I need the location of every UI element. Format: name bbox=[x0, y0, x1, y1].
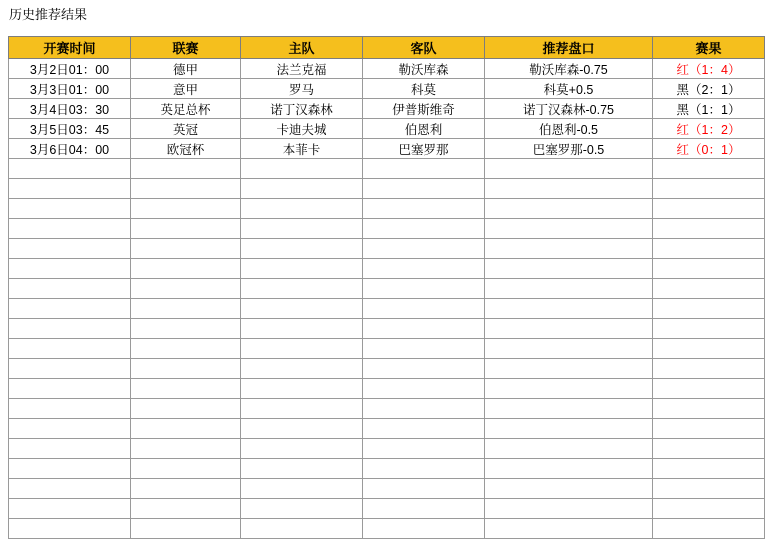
empty-cell bbox=[9, 239, 131, 259]
empty-cell bbox=[131, 319, 241, 339]
empty-cell bbox=[9, 159, 131, 179]
away-team-cell: 科莫 bbox=[363, 79, 485, 99]
empty-cell bbox=[485, 399, 653, 419]
table-row-empty bbox=[9, 259, 765, 279]
empty-cell bbox=[485, 479, 653, 499]
empty-cell bbox=[131, 439, 241, 459]
empty-cell bbox=[9, 439, 131, 459]
empty-cell bbox=[241, 479, 363, 499]
empty-cell bbox=[241, 519, 363, 539]
table-row-empty bbox=[9, 159, 765, 179]
match-time-cell: 3月5日03：45 bbox=[9, 119, 131, 139]
empty-cell bbox=[9, 259, 131, 279]
empty-cell bbox=[363, 239, 485, 259]
empty-cell bbox=[653, 199, 765, 219]
table-row-empty bbox=[9, 299, 765, 319]
home-team-cell: 卡迪夫城 bbox=[241, 119, 363, 139]
empty-cell bbox=[241, 239, 363, 259]
empty-cell bbox=[9, 339, 131, 359]
result-cell: 黑（1：1） bbox=[653, 99, 765, 119]
empty-cell bbox=[131, 159, 241, 179]
league-cell: 意甲 bbox=[131, 79, 241, 99]
empty-cell bbox=[485, 419, 653, 439]
empty-cell bbox=[241, 179, 363, 199]
empty-cell bbox=[131, 459, 241, 479]
table-row-empty bbox=[9, 379, 765, 399]
empty-cell bbox=[131, 399, 241, 419]
away-team-cell: 伊普斯维奇 bbox=[363, 99, 485, 119]
league-cell: 英足总杯 bbox=[131, 99, 241, 119]
home-team-cell: 罗马 bbox=[241, 79, 363, 99]
recommended-handicap-cell: 诺丁汉森林-0.75 bbox=[485, 99, 653, 119]
empty-cell bbox=[485, 239, 653, 259]
table-row-empty bbox=[9, 479, 765, 499]
empty-cell bbox=[363, 319, 485, 339]
away-team-cell: 伯恩利 bbox=[363, 119, 485, 139]
empty-cell bbox=[9, 359, 131, 379]
empty-cell bbox=[241, 419, 363, 439]
empty-cell bbox=[131, 299, 241, 319]
table-row-empty bbox=[9, 359, 765, 379]
table-row-empty bbox=[9, 219, 765, 239]
column-header-home-team: 主队 bbox=[241, 37, 363, 59]
home-team-cell: 法兰克福 bbox=[241, 59, 363, 79]
empty-cell bbox=[9, 219, 131, 239]
result-cell: 红（1：4） bbox=[653, 59, 765, 79]
column-header-away-team: 客队 bbox=[363, 37, 485, 59]
match-time-cell: 3月6日04：00 bbox=[9, 139, 131, 159]
empty-cell bbox=[241, 159, 363, 179]
home-team-cell: 本菲卡 bbox=[241, 139, 363, 159]
empty-cell bbox=[653, 279, 765, 299]
empty-cell bbox=[485, 159, 653, 179]
empty-cell bbox=[241, 199, 363, 219]
home-team-cell: 诺丁汉森林 bbox=[241, 99, 363, 119]
empty-cell bbox=[485, 279, 653, 299]
result-cell: 黑（2：1） bbox=[653, 79, 765, 99]
empty-cell bbox=[9, 379, 131, 399]
table-row bbox=[9, 99, 765, 119]
empty-cell bbox=[9, 299, 131, 319]
empty-cell bbox=[363, 439, 485, 459]
empty-cell bbox=[131, 239, 241, 259]
table-row bbox=[9, 59, 765, 79]
empty-cell bbox=[653, 299, 765, 319]
empty-cell bbox=[653, 159, 765, 179]
empty-cell bbox=[485, 379, 653, 399]
empty-cell bbox=[9, 199, 131, 219]
empty-cell bbox=[9, 399, 131, 419]
empty-cell bbox=[241, 339, 363, 359]
empty-cell bbox=[363, 379, 485, 399]
empty-cell bbox=[241, 259, 363, 279]
page-title: 历史推荐结果 bbox=[9, 7, 88, 22]
empty-cell bbox=[131, 419, 241, 439]
empty-cell bbox=[485, 439, 653, 459]
empty-cell bbox=[9, 479, 131, 499]
empty-cell bbox=[653, 479, 765, 499]
league-cell: 欧冠杯 bbox=[131, 139, 241, 159]
results-table bbox=[8, 36, 765, 539]
league-cell: 英冠 bbox=[131, 119, 241, 139]
table-row-empty bbox=[9, 199, 765, 219]
empty-cell bbox=[485, 519, 653, 539]
empty-cell bbox=[131, 279, 241, 299]
empty-cell bbox=[653, 519, 765, 539]
match-time-cell: 3月4日03：30 bbox=[9, 99, 131, 119]
empty-cell bbox=[485, 319, 653, 339]
empty-cell bbox=[241, 459, 363, 479]
empty-cell bbox=[131, 259, 241, 279]
table-row-empty bbox=[9, 419, 765, 439]
empty-cell bbox=[485, 219, 653, 239]
empty-cell bbox=[363, 339, 485, 359]
empty-cell bbox=[131, 359, 241, 379]
table-row-empty bbox=[9, 519, 765, 539]
empty-cell bbox=[241, 319, 363, 339]
column-header-time: 开赛时间 bbox=[9, 37, 131, 59]
empty-cell bbox=[485, 199, 653, 219]
recommended-handicap-cell: 科莫+0.5 bbox=[485, 79, 653, 99]
table-body bbox=[9, 59, 765, 539]
empty-cell bbox=[653, 219, 765, 239]
empty-cell bbox=[9, 459, 131, 479]
empty-cell bbox=[9, 319, 131, 339]
empty-cell bbox=[131, 199, 241, 219]
column-header-recommended-handicap: 推荐盘口 bbox=[485, 37, 653, 59]
empty-cell bbox=[131, 339, 241, 359]
empty-cell bbox=[241, 439, 363, 459]
table-row-empty bbox=[9, 439, 765, 459]
empty-cell bbox=[653, 459, 765, 479]
table-row-empty bbox=[9, 279, 765, 299]
away-team-cell: 巴塞罗那 bbox=[363, 139, 485, 159]
empty-cell bbox=[653, 179, 765, 199]
table-header-row bbox=[9, 37, 765, 59]
empty-cell bbox=[9, 279, 131, 299]
empty-cell bbox=[241, 299, 363, 319]
empty-cell bbox=[241, 219, 363, 239]
empty-cell bbox=[363, 179, 485, 199]
empty-cell bbox=[485, 179, 653, 199]
result-cell: 红（0：1） bbox=[653, 139, 765, 159]
empty-cell bbox=[363, 259, 485, 279]
empty-cell bbox=[9, 419, 131, 439]
match-time-cell: 3月2日01：00 bbox=[9, 59, 131, 79]
recommended-handicap-cell: 勒沃库森-0.75 bbox=[485, 59, 653, 79]
result-cell: 红（1：2） bbox=[653, 119, 765, 139]
empty-cell bbox=[363, 419, 485, 439]
empty-cell bbox=[131, 179, 241, 199]
table-row-empty bbox=[9, 319, 765, 339]
table-row bbox=[9, 79, 765, 99]
away-team-cell: 勒沃库森 bbox=[363, 59, 485, 79]
empty-cell bbox=[485, 299, 653, 319]
league-cell: 德甲 bbox=[131, 59, 241, 79]
table-row-empty bbox=[9, 239, 765, 259]
empty-cell bbox=[241, 359, 363, 379]
empty-cell bbox=[653, 239, 765, 259]
empty-cell bbox=[485, 259, 653, 279]
empty-cell bbox=[653, 439, 765, 459]
column-header-result: 赛果 bbox=[653, 37, 765, 59]
empty-cell bbox=[241, 279, 363, 299]
empty-cell bbox=[363, 219, 485, 239]
empty-cell bbox=[131, 479, 241, 499]
column-header-league: 联赛 bbox=[131, 37, 241, 59]
empty-cell bbox=[485, 359, 653, 379]
empty-cell bbox=[9, 179, 131, 199]
empty-cell bbox=[363, 519, 485, 539]
empty-cell bbox=[363, 299, 485, 319]
table-row-empty bbox=[9, 399, 765, 419]
empty-cell bbox=[485, 339, 653, 359]
empty-cell bbox=[363, 459, 485, 479]
table-row-empty bbox=[9, 339, 765, 359]
table-row bbox=[9, 119, 765, 139]
empty-cell bbox=[653, 319, 765, 339]
empty-cell bbox=[363, 159, 485, 179]
empty-cell bbox=[653, 399, 765, 419]
table-row bbox=[9, 139, 765, 159]
recommended-handicap-cell: 巴塞罗那-0.5 bbox=[485, 139, 653, 159]
empty-cell bbox=[363, 479, 485, 499]
empty-cell bbox=[9, 519, 131, 539]
match-time-cell: 3月3日01：00 bbox=[9, 79, 131, 99]
empty-cell bbox=[653, 379, 765, 399]
empty-cell bbox=[653, 359, 765, 379]
empty-cell bbox=[363, 359, 485, 379]
empty-cell bbox=[363, 399, 485, 419]
empty-cell bbox=[363, 279, 485, 299]
results-table-container bbox=[8, 36, 764, 539]
empty-cell bbox=[653, 419, 765, 439]
table-row-empty bbox=[9, 459, 765, 479]
empty-cell bbox=[653, 339, 765, 359]
empty-cell bbox=[485, 459, 653, 479]
empty-cell bbox=[131, 379, 241, 399]
empty-cell bbox=[241, 399, 363, 419]
empty-cell bbox=[363, 199, 485, 219]
empty-cell bbox=[241, 379, 363, 399]
empty-cell bbox=[653, 259, 765, 279]
empty-cell bbox=[131, 219, 241, 239]
table-row-empty bbox=[9, 179, 765, 199]
recommended-handicap-cell: 伯恩利-0.5 bbox=[485, 119, 653, 139]
empty-cell bbox=[131, 519, 241, 539]
